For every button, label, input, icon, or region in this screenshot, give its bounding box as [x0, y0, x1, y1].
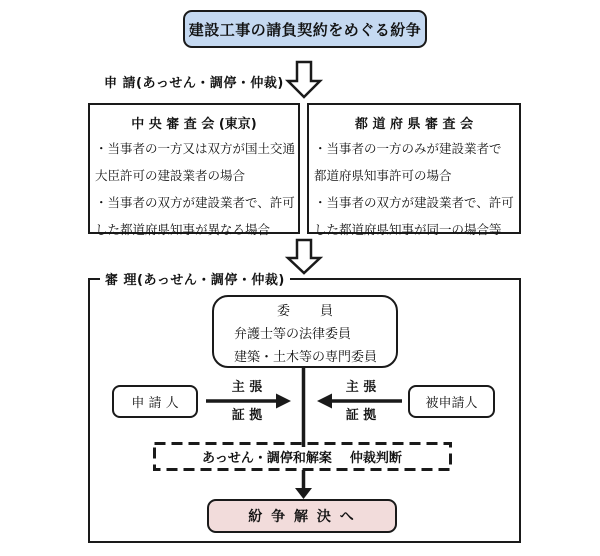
criteria-line: ・当事者の双方が建設業者で、許可	[95, 195, 295, 210]
committee-title	[214, 300, 396, 323]
committee-title-part: 委	[276, 304, 290, 319]
criteria-line: ・当事者の一方又は双方が国土交通	[95, 141, 296, 156]
respondent-claim-arrowhead-icon	[317, 394, 332, 409]
proposal-settlement-label: あっせん・調停和解案	[202, 451, 332, 466]
respondent-evidence-label: 証 拠	[345, 408, 377, 423]
criteria-line: した都道府県知事が異なる場合	[95, 222, 271, 237]
diagram-title: 建設工事の請負契約をめぐる紛争	[188, 20, 422, 39]
applicant-claim-arrowhead-icon	[276, 394, 291, 409]
criteria-line: した都道府県知事が同一の場合等	[314, 222, 502, 237]
committee-title-part: 員	[320, 304, 334, 319]
central-board-title: 中 央 審 査 会 (東京)	[131, 117, 257, 132]
proposal-box	[154, 443, 450, 470]
apply-stage-label: 申 請(あっせん・調停・仲裁)	[104, 76, 284, 91]
hearing-stage-label: 審 理(あっせん・調停・仲裁)	[100, 269, 290, 288]
committee-box	[212, 295, 398, 368]
proposal-arbitration-label: 仲裁判断	[349, 451, 402, 466]
respondent-label: 被申請人	[425, 396, 478, 411]
down-arrow-icon	[288, 62, 320, 97]
criteria-line: 都道府県知事許可の場合	[314, 168, 452, 183]
decision-arrowhead-icon	[295, 488, 312, 499]
committee-member-line: 弁護士等の法律委員	[234, 327, 352, 342]
applicant-claim-label: 主 張	[231, 380, 263, 395]
resolution-box	[207, 499, 397, 533]
applicant-label: 申 請 人	[131, 396, 179, 411]
criteria-line: ・当事者の一方のみが建設業者で	[314, 141, 502, 156]
applicant-evidence-label: 証 拠	[231, 408, 263, 423]
resolution-label: 紛 争 解 決 へ	[248, 509, 356, 525]
criteria-line: 大臣許可の建設業者の場合	[95, 168, 246, 183]
criteria-line: ・当事者の双方が建設業者で、許可	[314, 195, 514, 210]
respondent-claim-label: 主 張	[345, 380, 377, 395]
down-arrow-icon	[288, 240, 320, 273]
prefectural-board-title: 都 道 府 県 審 査 会	[354, 117, 474, 132]
committee-member-line: 建築・土木等の専門委員	[234, 350, 378, 365]
